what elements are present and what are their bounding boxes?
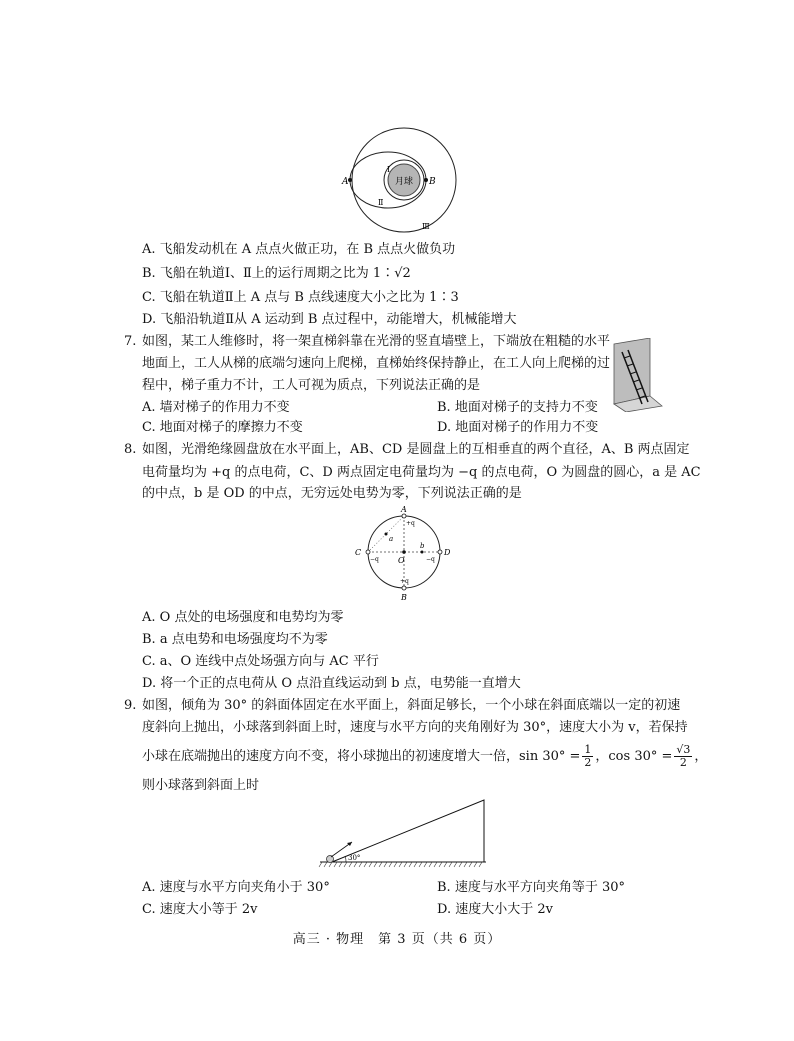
label-a: a	[389, 535, 394, 543]
charged-disc-figure	[350, 503, 460, 603]
incline	[332, 800, 484, 862]
frac-cos-den: 2	[679, 756, 687, 769]
q6-option-b: B. 飞船在轨道Ⅰ、Ⅱ上的运行周期之比为 1∶√2	[142, 266, 411, 281]
fraction-sin	[582, 744, 593, 769]
charge-C	[366, 550, 370, 554]
ladder-figure	[608, 338, 664, 412]
q8-option-d: D. 将一个正的点电荷从 O 点沿直线运动到 b 点，电势能一直增大	[142, 676, 521, 691]
frac-sin-num: 1	[584, 743, 592, 756]
q8-option-b: B. a 点电势和电场强度均不为零	[142, 632, 328, 647]
q8-option-a: A. O 点处的电场强度和电势均为零	[142, 610, 344, 625]
q7-option-c: C. 地面对梯子的摩擦力不变	[142, 420, 303, 435]
ball	[327, 856, 334, 863]
q8-number: 8.	[124, 442, 137, 457]
q9-option-b: B. 速度与水平方向夹角等于 30°	[437, 880, 625, 895]
charge-A	[402, 514, 406, 518]
q9-comma: ，	[694, 749, 708, 764]
q7-stem-1: 如图，某工人维修时，将一架直梯斜靠在光滑的竖直墙壁上，下端放在粗糙的水平	[142, 334, 611, 349]
orbit-III-label: Ⅲ	[422, 222, 430, 231]
point-B	[424, 178, 428, 182]
q7-stem-3: 程中，梯子重力不计，工人可视为质点，下列说法正确的是	[142, 378, 481, 393]
ground-hatch	[319, 862, 482, 867]
point-a	[385, 533, 388, 536]
label-B: B	[401, 593, 407, 602]
incline-figure	[318, 796, 490, 870]
q7-option-d: D. 地面对梯子的作用力不变	[437, 420, 599, 435]
label-D: D	[444, 548, 451, 557]
label-b: b	[420, 542, 425, 550]
page-footer: 高三 · 物理 第 3 页（共 6 页）	[292, 932, 502, 947]
orbit-figure	[340, 125, 470, 235]
q9-cos-text: ，cos 30° =	[595, 749, 673, 764]
label-O: O	[398, 556, 405, 565]
orbit-I-label: Ⅰ	[387, 165, 391, 174]
q9-option-c: C. 速度大小等于 2v	[142, 902, 258, 917]
q9-option-a: A. 速度与水平方向夹角小于 30°	[142, 880, 330, 895]
point-A	[348, 178, 352, 182]
q8-stem-1: 如图，光滑绝缘圆盘放在水平面上，AB、CD 是圆盘上的互相垂直的两个直径，A、B 两点固定	[142, 442, 690, 457]
q8-stem-2: 电荷量均为 +q 的点电荷，C、D 两点固定电荷量均为 −q 的点电荷，O 为圆盘的圆心，a 是 AC	[142, 465, 701, 480]
orbit-II-label: Ⅱ	[378, 198, 384, 207]
label-C-charge: −q	[370, 556, 379, 563]
q6-option-a: A. 飞船发动机在 A 点点火做正功，在 B 点点火做负功	[142, 242, 456, 257]
q9-stem-3	[142, 742, 707, 772]
moon-label: 月球	[395, 177, 414, 187]
point-O	[402, 550, 406, 554]
q6-option-c: C. 飞船在轨道Ⅱ上 A 点与 B 点线速度大小之比为 1∶3	[142, 290, 459, 305]
frac-cos-num: √3	[676, 743, 691, 756]
label-B: B	[429, 177, 436, 187]
label-C: C	[355, 548, 362, 557]
label-D-charge: −q	[426, 556, 435, 563]
angle-label: 30°	[348, 854, 361, 862]
angle-arc	[345, 856, 346, 862]
point-b	[421, 551, 424, 554]
charge-D	[438, 550, 442, 554]
label-A-charge: +q	[406, 520, 415, 527]
q8-option-c: C. a、O 连线中点处场强方向与 AC 平行	[142, 654, 379, 669]
frac-sin-den: 2	[584, 756, 592, 769]
label-B-charge: +q	[400, 578, 409, 585]
q9-stem-3-text: 小球在底端抛出的速度方向不变，将小球抛出的初速度增大一倍，sin 30° =	[142, 749, 581, 764]
q9-number: 9.	[124, 698, 137, 713]
q7-stem-2: 地面上，工人从梯的底端匀速向上爬梯，直梯始终保持静止，在工人向上爬梯的过	[142, 356, 611, 371]
label-A: A	[401, 505, 407, 514]
q7-option-a: A. 墙对梯子的作用力不变	[142, 400, 290, 415]
q6-option-d: D. 飞船沿轨道Ⅱ从 A 运动到 B 点过程中，动能增大，机械能增大	[142, 312, 517, 327]
q9-stem-2: 度斜向上抛出，小球落到斜面上时，速度与水平方向的夹角刚好为 30°，速度大小为 v，若保持	[142, 720, 688, 735]
charge-B	[402, 586, 406, 590]
q7-number: 7.	[124, 334, 137, 349]
q7-option-b: B. 地面对梯子的支持力不变	[437, 400, 598, 415]
fraction-cos	[674, 744, 692, 769]
q9-option-d: D. 速度大小大于 2v	[437, 902, 553, 917]
q9-stem-4: 则小球落到斜面上时	[142, 778, 260, 793]
label-A: A	[342, 177, 349, 187]
q9-stem-1: 如图，倾角为 30° 的斜面体固定在水平面上，斜面足够长，一个小球在斜面底端以一定的初速	[142, 698, 681, 713]
q8-stem-3: 的中点，b 是 OD 的中点，无穷远处电势为零，下列说法正确的是	[142, 486, 522, 501]
